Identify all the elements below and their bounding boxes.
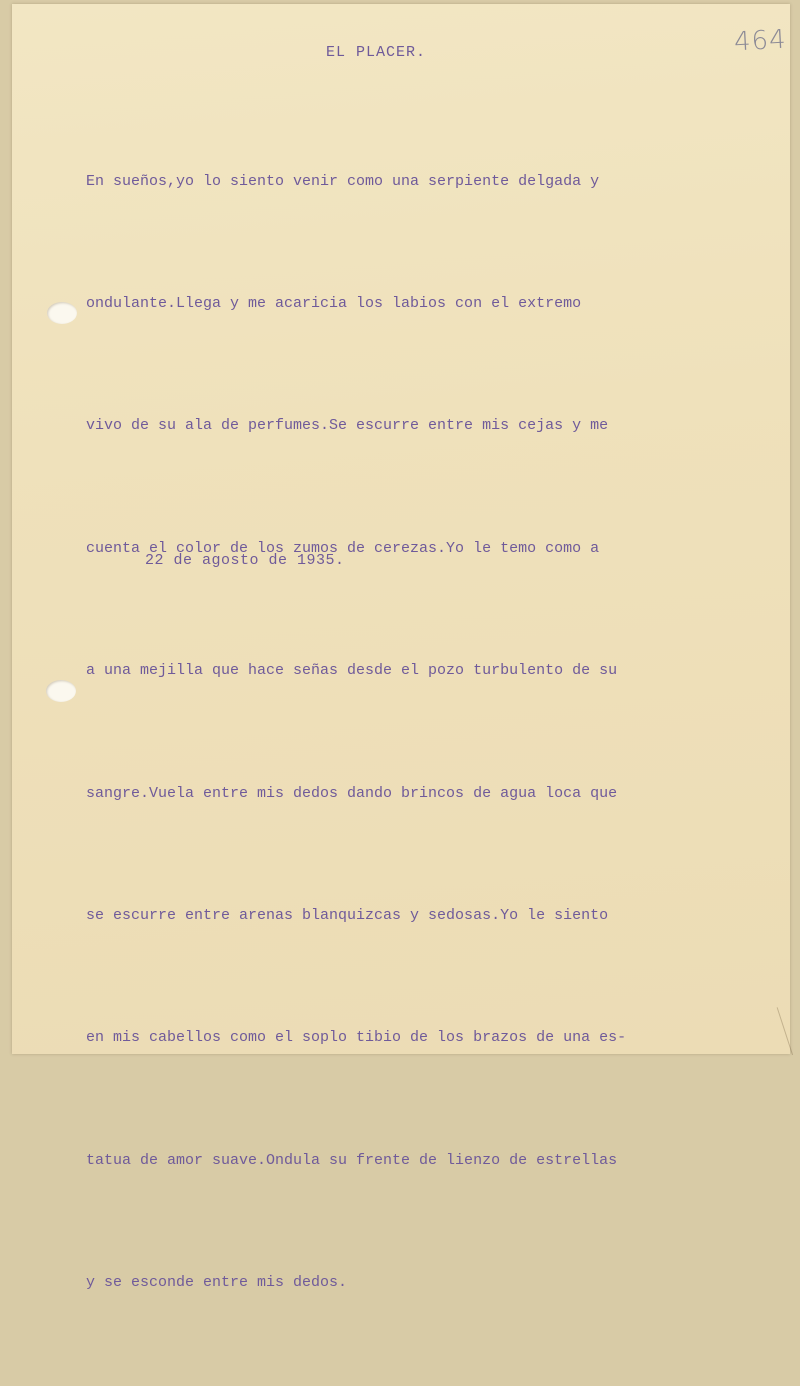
text-line: y se esconde entre mis dedos.	[86, 1274, 348, 1292]
text-line: a una mejilla que hace señas desde el pozo turbulento de su	[86, 662, 618, 680]
body-text	[86, 80, 800, 1386]
document-title: EL PLACER.	[326, 44, 427, 61]
folio-number: 464	[733, 24, 788, 58]
text-line: vivo de su ala de perfumes.Se escurre entre mis cejas y me	[86, 417, 609, 435]
text-line: En sueños,yo lo siento venir como una serpiente delgada y	[86, 172, 600, 190]
document-page	[12, 4, 790, 1292]
document-date: 22 de agosto de 1935.	[145, 552, 345, 569]
text-line: sangre.Vuela entre mis dedos dando brincos de agua loca que	[86, 784, 618, 802]
text-line: cuenta el color de los zumos de cerezas.Yo le temo como a	[86, 539, 600, 557]
text-line: tatua de amor suave.Ondula su frente de lienzo de estrellas	[86, 1151, 618, 1169]
punch-hole	[46, 680, 76, 702]
punch-hole	[47, 302, 77, 324]
text-line: se escurre entre arenas blanquizcas y sedosas.Yo le siento	[86, 906, 609, 924]
text-line: ondulante.Llega y me acaricia los labios con el extremo	[86, 294, 582, 312]
text-line: en mis cabellos como el soplo tibio de los brazos de una es-	[86, 1029, 627, 1047]
